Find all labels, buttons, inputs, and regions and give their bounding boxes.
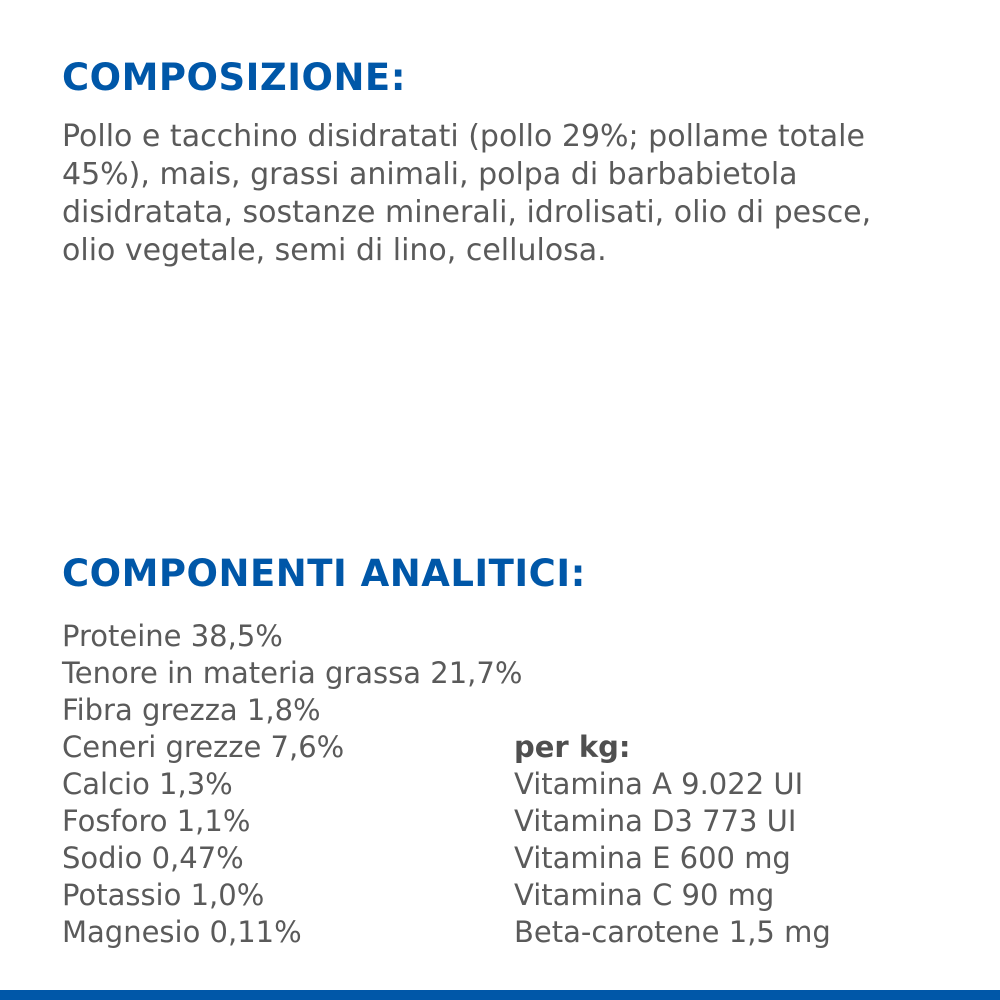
list-item: Magnesio 0,11% [62,915,302,949]
list-item: Fosforo 1,1% [62,804,251,838]
list-item: Vitamina A 9.022 UI [514,767,804,801]
list-item: Beta-carotene 1,5 mg [514,915,831,949]
composition-text: Pollo e tacchino disidratati (pollo 29%; pollame totale 45%), mais, grassi animali, polpa di barbabietola disidratata, sostanze minerali, idrolisati, olio di pesce, olio vegetale, semi di lino, cellulosa. [62,119,872,268]
analytical-right-column [514,618,944,951]
list-item: Vitamina C 90 mg [514,878,775,912]
list-item: Vitamina D3 773 UI [514,804,797,838]
list-item: Vitamina E 600 mg [514,841,791,875]
analytical-components-heading: COMPONENTI ANALITICI: [62,552,586,595]
list-item: Tenore in materia grassa 21,7% [62,656,523,690]
list-item: Proteine 38,5% [62,619,283,653]
footer-accent-bar [0,990,1000,1000]
list-item: Calcio 1,3% [62,767,233,801]
list-item: Sodio 0,47% [62,841,244,875]
list-item: Ceneri grezze 7,6% [62,730,345,764]
per-kg-heading: per kg: [514,730,631,764]
list-item: Fibra grezza 1,8% [62,693,321,727]
analytical-left-column [62,618,523,951]
column-offset-spacer [514,618,944,655]
composition-heading: COMPOSIZIONE: [62,56,406,99]
column-offset-spacer [514,655,944,692]
column-offset-spacer [514,692,944,729]
list-item: Potassio 1,0% [62,878,265,912]
